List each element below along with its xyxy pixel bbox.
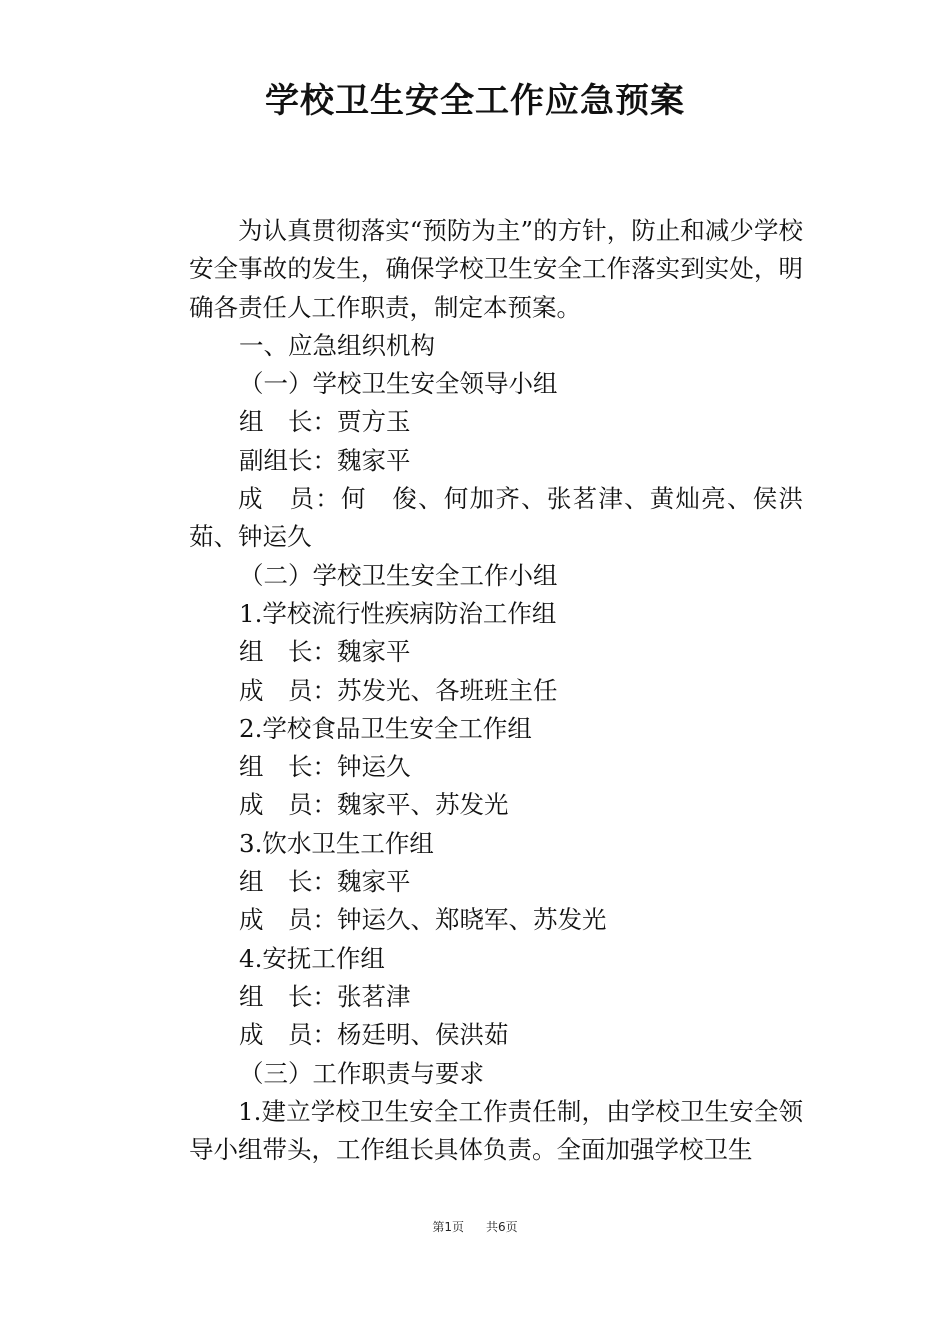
subsection-heading: （二）学校卫生安全工作小组 <box>239 560 558 590</box>
subsection-heading: （三）工作职责与要求 <box>239 1058 484 1088</box>
document-title: 学校卫生安全工作应急预案 <box>265 81 685 121</box>
members-line: 成 员：何 俊、何加齐、张茗津、黄灿亮、侯洪茹、钟运久 <box>189 484 803 552</box>
group-title: 1.学校流行性疾病防治工作组 <box>239 598 557 628</box>
leader-line: 组 长：张茗津 <box>239 981 411 1011</box>
members-line: 成 员：苏发光、各班班主任 <box>239 675 558 705</box>
leader-line: 组 长：钟运久 <box>239 752 411 782</box>
subsection-heading: （一）学校卫生安全领导小组 <box>239 369 558 399</box>
leader-line: 组 长：贾方玉 <box>239 407 411 437</box>
duty-paragraph: 1.建立学校卫生安全工作责任制，由学校卫生安全领导小组带头，工作组长具体负责。全面加强学校卫生 <box>189 1096 803 1165</box>
page-total: 共6页 <box>486 1220 518 1234</box>
group-title: 2.学校食品卫生安全工作组 <box>239 713 532 743</box>
document-body <box>189 212 803 1169</box>
page-footer <box>0 1218 950 1235</box>
leader-line: 组 长：魏家平 <box>239 637 411 667</box>
group-title: 4.安抚工作组 <box>239 943 385 973</box>
members-line: 成 员：钟运久、郑晓军、苏发光 <box>239 905 607 935</box>
page-number: 第1页 <box>432 1220 464 1234</box>
group-title: 3.饮水卫生工作组 <box>239 828 434 858</box>
leader-line: 组 长：魏家平 <box>239 867 411 897</box>
members-line: 成 员：杨廷明、侯洪茹 <box>239 1020 509 1050</box>
deputy-leader-line: 副组长：魏家平 <box>239 445 411 475</box>
intro-paragraph: 为认真贯彻落实“预防为主”的方针，防止和减少学校安全事故的发生，确保学校卫生安全工作落实到实处，明确各责任人工作职责，制定本预案。 <box>189 216 803 322</box>
section-heading: 一、应急组织机构 <box>239 330 435 360</box>
members-line: 成 员：魏家平、苏发光 <box>239 790 509 820</box>
